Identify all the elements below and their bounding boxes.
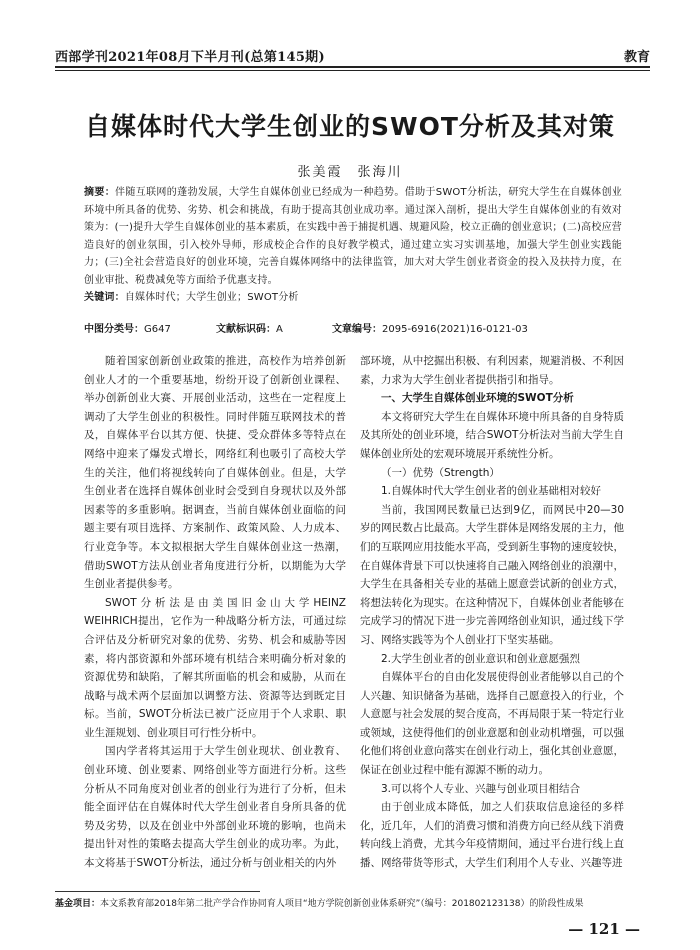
subsection-heading: （一）优势（Strength） bbox=[381, 466, 500, 479]
keywords bbox=[84, 289, 622, 307]
article-number bbox=[332, 320, 528, 335]
section-label: 教育 bbox=[623, 50, 650, 65]
doc-code-label: 文献标识码： bbox=[216, 324, 276, 335]
paragraph: 部环境，从中挖掘出积极、有利因素，规避消极、不利因素，力求为大学生创业者提供指引和指导。 bbox=[360, 355, 624, 386]
subsection-heading: 3.可以将个人专业、兴趣与创业项目相结合 bbox=[381, 782, 581, 795]
subsection-heading: 2.大学生创业者的创业意识和创业意愿强烈 bbox=[381, 652, 581, 665]
footnote-rule bbox=[55, 891, 260, 892]
fund-label: 基金项目： bbox=[55, 899, 101, 909]
section-heading: 一、大学生自媒体创业环境的SWOT分析 bbox=[381, 392, 574, 405]
paragraph: 当前，我国网民数量已达到9亿，而网民中20—30岁的网民数占比最高。大学生群体是网络发展的主力，他们的互联网应用技能水平高，受到新生事物的速度较快，在自媒体背景下可以快速将自己融入网络创业的浪潮中，大学生在具备相关专业的基础上愿意尝试新的创业方式，将想法转化为现实。在这种情况下，自媒体创业者能够在完成学习的情况下进一步完善网络创业知识，通过线下学习、网络实践等为个人创业打下坚实基础。 bbox=[360, 503, 624, 646]
paragraph: 国内学者将其运用于大学生创业现状、创业教育、创业环境、创业要素、网络创业等方面进行分析。这些分析从不同角度对创业者的创业行为进行了分析，但未能全面评估在自媒体时代大学生创业者自身所具备的优势及劣势，以及在创业中外部创业环境的影响，也尚未提出针对性的策略去提高大学生创业的成功率。为此，本文将基于SWOT分析法，通过分析与创业相关的内外 bbox=[84, 745, 346, 870]
paragraph: 由于创业成本降低，加之人们获取信息途径的多样化，近几年，人们的消费习惯和消费方向已经从线下消费转向线上消费，尤其今年疫情期间，通过平台进行线上直播、网络带货等形式，大学生们利用个人专业、兴趣等进 bbox=[360, 801, 624, 870]
abstract bbox=[84, 184, 622, 307]
article-title: 自媒体时代大学生创业的SWOT分析及其对策 bbox=[85, 112, 615, 141]
abstract-label: 摘要： bbox=[84, 187, 116, 198]
running-header bbox=[55, 40, 650, 70]
article-no-value: 2095-6916(2021)16-0121-03 bbox=[382, 324, 528, 335]
funding-note bbox=[55, 896, 650, 909]
abstract-text: 伴随互联网的蓬勃发展，大学生自媒体创业已经成为一种趋势。借助于SWOT分析法，研究大学生在自媒体创业环境中所具备的优势、劣势、机会和挑战，有助于提高其创业成功率。通过深入剖析，提出大学生自媒体创业的有效对策为：(一)提升大学生自媒体创业的基本素质，在实践中善于捕捉机遇、规避风险，校立正确的创业意识；(二)高校应营造良好的创业氛围，引入校外导师，形成校企合作的良好教学模式，通过建立实习实训基地，加强大学生创业实践能力；(三)全社会营造良好的创业环境，完善自媒体网络中的法律监管，加大对大学生创业者资金的投入及扶持力度，在创业审批、税费减免等方面给予优惠支持。 bbox=[84, 187, 622, 286]
header-rule-thin bbox=[55, 70, 650, 71]
header-rule bbox=[55, 66, 650, 68]
clc-number bbox=[84, 320, 171, 335]
page-number: — 121 — bbox=[568, 920, 640, 938]
authors: 张美霞 张海川 bbox=[297, 165, 403, 180]
document-code bbox=[216, 320, 283, 335]
fund-text: 本文系教育部2018年第二批产学合作协同育人项目“地方学院创新创业体系研究”（编号：201802123138）的阶段性成果 bbox=[100, 899, 584, 909]
subsection-heading: 1.自媒体时代大学生创业者的创业基础相对较好 bbox=[381, 485, 602, 498]
keywords-label: 关键词： bbox=[84, 292, 125, 303]
paragraph: 本文将研究大学生在自媒体环境中所具备的自身特质及其所处的创业环境，结合SWOT分析法对当前大学生自媒体创业所处的宏观环境展开系统性分析。 bbox=[360, 410, 624, 460]
article-no-label: 文章编号： bbox=[332, 324, 382, 335]
clc-value: G647 bbox=[144, 324, 171, 335]
right-column bbox=[360, 352, 624, 873]
left-column bbox=[84, 352, 346, 873]
paragraph: 自媒体平台的自由化发展使得创业者能够以自己的个人兴趣、知识储备为基础，选择自己愿意投入的行业，个人意愿与社会发展的契合度高，不再局限于某一特定行业或领域，这使得他们的创业意愿和创业动机增强，可以强化他们将创业意向落实在创业行动上，强化其创业意愿，保证在创业过程中能有源源不断的动力。 bbox=[360, 671, 624, 777]
paragraph: SWOT分析法是由美国旧金山大学HEINZ WEIHRICH提出，它作为一种战略分析方法，可通过综合评估及分析研究对象的优势、劣势、机会和威胁等因素，将内部资源和外部环境有机结合来明确分析对象的资源优势和缺陷，了解其所面临的机会和威胁，从而在战略与战术两个层面加以调整方法、资源等达到既定目标。当前，SWOT分析法已被广泛应用于个人求职、职业生涯规划、创业项目可行性分析中。 bbox=[84, 596, 346, 739]
clc-label: 中图分类号： bbox=[84, 324, 144, 335]
paragraph: 随着国家创新创业政策的推进，高校作为培养创新创业人才的一个重要基地，纷纷开设了创新创业课程、举办创新创业大赛、开展创业活动，这些在一定程度上调动了大学生创业的积极性。同时伴随互联网技术的普及，自媒体平台以其方便、快捷、受众群体多等特点在网络中迎来了爆发式增长，网络红利也吸引了高校大学生的关注，他们将视线转向了自媒体创业。但是，大学生创业者在选择自媒体创业时会受到自身现状以及外部因素等的多重影响。据调查，当前自媒体创业面临的问题主要有项目选择、方案制作、政策风险、人力成本、行业竞争等。本文拟根据大学生自媒体创业这一热潮，借助SWOT方法从创业者角度进行分析，以期能为大学生创业者提供参考。 bbox=[84, 355, 346, 591]
journal-info: 西部学刊2021年08月下半月刊(总第145期) bbox=[55, 50, 325, 65]
doc-code-value: A bbox=[276, 324, 283, 335]
keywords-value: 自媒体时代；大学生创业；SWOT分析 bbox=[124, 292, 299, 303]
